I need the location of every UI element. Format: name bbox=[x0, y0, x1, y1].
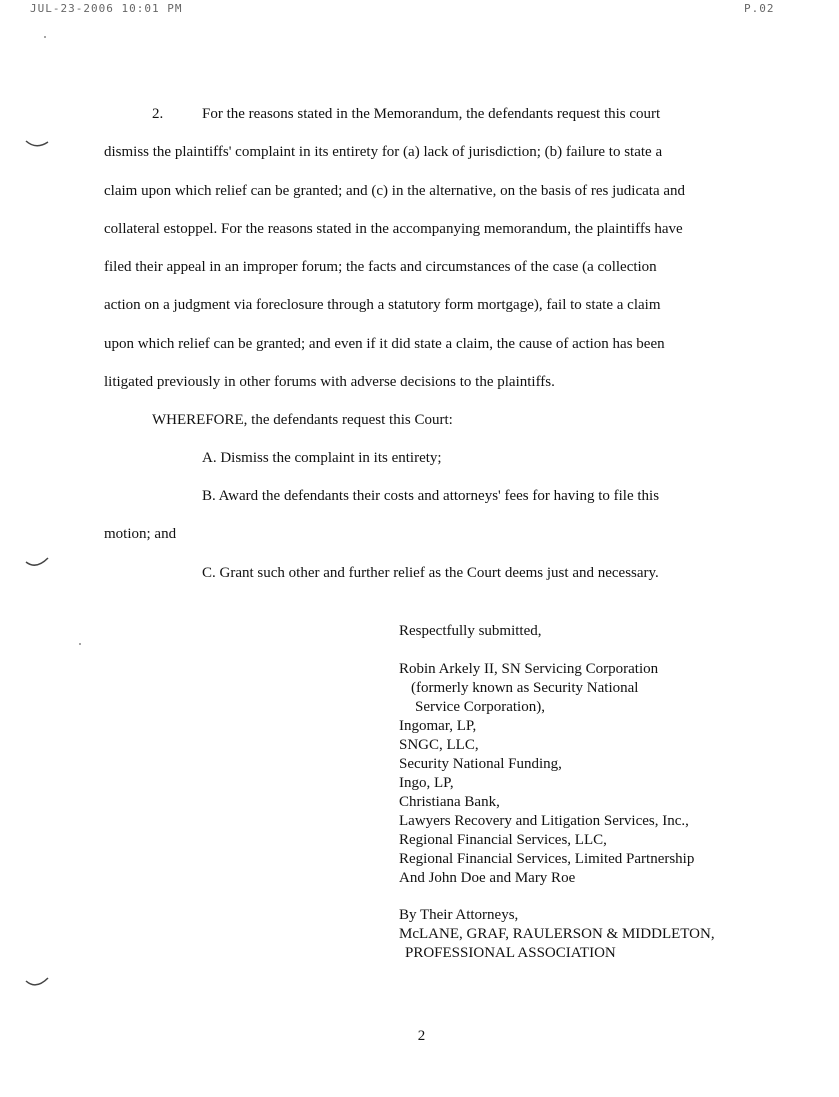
party-name: Robin Arkely II, SN Servicing Corporation bbox=[399, 661, 659, 677]
relief-item-b-continued: motion; and bbox=[104, 526, 177, 542]
paragraph-line: upon which relief can be granted; and even if it did state a claim, the cause of action has been bbox=[104, 336, 665, 352]
scan-speck bbox=[44, 36, 46, 38]
party-name: Ingomar, LP, bbox=[399, 718, 477, 734]
paragraph-line: action on a judgment via foreclosure through a statutory form mortgage), fail to state a claim bbox=[104, 297, 661, 313]
relief-item-b: B. Award the defendants their costs and attorneys' fees for having to file this bbox=[202, 488, 660, 504]
party-list bbox=[399, 660, 694, 888]
punch-mark-icon bbox=[24, 976, 50, 990]
paragraph-line: For the reasons stated in the Memorandum, the defendants request this court bbox=[202, 106, 661, 122]
punch-mark-icon bbox=[24, 556, 50, 570]
fax-page-indicator: P.02 bbox=[744, 2, 775, 15]
scan-speck bbox=[79, 643, 81, 645]
attorney-block bbox=[399, 906, 715, 963]
signature-block bbox=[399, 622, 541, 641]
party-name: SNGC, LLC, bbox=[399, 737, 479, 753]
party-name: Service Corporation), bbox=[415, 699, 545, 715]
paragraph-number: 2. bbox=[152, 106, 164, 122]
wherefore-intro: WHEREFORE, the defendants request this Court: bbox=[152, 412, 453, 428]
party-name: Ingo, LP, bbox=[399, 775, 454, 791]
paragraph-line: collateral estoppel. For the reasons stated in the accompanying memorandum, the plaintiffs have bbox=[104, 221, 683, 237]
party-name: And John Doe and Mary Roe bbox=[399, 870, 576, 886]
party-name: Lawyers Recovery and Litigation Services, Inc., bbox=[399, 813, 689, 829]
paragraph-line: claim upon which relief can be granted; and (c) in the alternative, on the basis of res judicata and bbox=[104, 183, 686, 199]
party-name: (formerly known as Security National bbox=[411, 680, 639, 696]
paragraph-line: dismiss the plaintiffs' complaint in its entirety for (a) lack of jurisdiction; (b) failure to state a bbox=[104, 144, 663, 160]
firm-name-continued: PROFESSIONAL ASSOCIATION bbox=[405, 945, 616, 961]
by-line: By Their Attorneys, bbox=[399, 907, 519, 923]
paragraph-line: filed their appeal in an improper forum; the facts and circumstances of the case (a collection bbox=[104, 259, 657, 275]
punch-mark-icon bbox=[24, 138, 50, 152]
party-name: Christiana Bank, bbox=[399, 794, 500, 810]
party-name: Regional Financial Services, Limited Partnership bbox=[399, 851, 695, 867]
relief-item-a: A. Dismiss the complaint in its entirety; bbox=[202, 450, 442, 466]
firm-name: McLANE, GRAF, RAULERSON & MIDDLETON, bbox=[399, 926, 715, 942]
fax-timestamp: JUL-23-2006 10:01 PM bbox=[30, 2, 183, 15]
paragraph-line: litigated previously in other forums with adverse decisions to the plaintiffs. bbox=[104, 374, 555, 390]
party-name: Security National Funding, bbox=[399, 756, 562, 772]
page-number: 2 bbox=[417, 1028, 426, 1044]
fax-header bbox=[0, 2, 839, 18]
relief-item-c: C. Grant such other and further relief as the Court deems just and necessary. bbox=[202, 565, 659, 581]
party-name: Regional Financial Services, LLC, bbox=[399, 832, 607, 848]
closing: Respectfully submitted, bbox=[399, 623, 542, 639]
